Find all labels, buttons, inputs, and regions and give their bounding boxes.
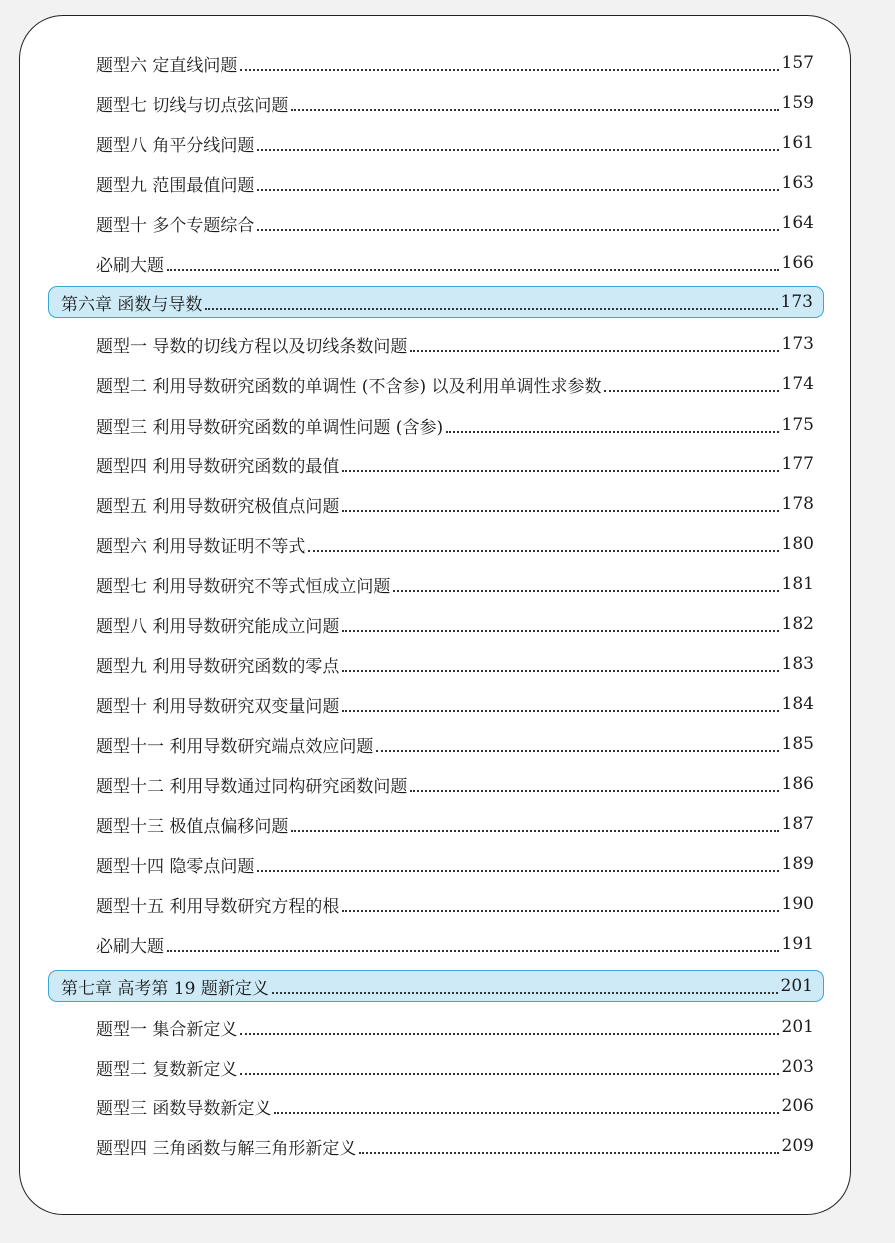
toc-entry-row[interactable] — [96, 246, 814, 280]
dot-leader — [342, 469, 778, 472]
dot-leader — [240, 1032, 778, 1035]
dot-leader — [376, 749, 778, 752]
entry-title: 题型十三 极值点偏移问题 — [96, 816, 289, 837]
entry-title: 题型六 定直线问题 — [96, 55, 238, 76]
dot-leader — [359, 1151, 778, 1154]
toc-chapter-row[interactable] — [48, 970, 824, 1002]
dot-leader — [291, 829, 778, 832]
toc-chapter-row[interactable] — [48, 286, 824, 318]
entry-title: 题型七 利用导数研究不等式恒成立问题 — [96, 576, 391, 597]
dot-leader — [274, 1111, 778, 1114]
entry-title: 题型五 利用导数研究极值点问题 — [96, 496, 340, 517]
dot-leader — [410, 349, 778, 352]
dot-leader — [257, 188, 778, 191]
dot-leader — [167, 268, 779, 271]
entry-title: 题型四 三角函数与解三角形新定义 — [96, 1138, 357, 1159]
entry-title: 题型八 角平分线问题 — [96, 135, 255, 156]
page-number: 191 — [781, 934, 814, 954]
dot-leader — [257, 148, 778, 151]
dot-leader — [257, 869, 778, 872]
page-number: 174 — [781, 374, 814, 394]
page-number: 163 — [781, 173, 814, 193]
page-number: 161 — [781, 133, 814, 153]
entry-title: 题型十 利用导数研究双变量问题 — [96, 696, 340, 717]
toc-entry-row[interactable] — [96, 327, 814, 361]
page-number: 181 — [781, 574, 814, 594]
page-number: 190 — [781, 894, 814, 914]
entry-title: 题型四 利用导数研究函数的最值 — [96, 456, 340, 477]
toc-entry-row[interactable] — [96, 1010, 814, 1044]
page-number: 201 — [780, 976, 813, 996]
dot-leader — [342, 669, 778, 672]
entry-title: 题型一 集合新定义 — [96, 1019, 238, 1040]
entry-title: 必刷大题 — [96, 255, 164, 276]
entry-title: 题型三 函数导数新定义 — [96, 1098, 272, 1119]
page-number: 209 — [781, 1136, 814, 1156]
chapter-title: 第六章 函数与导数 — [61, 294, 203, 315]
dot-leader — [342, 629, 778, 632]
toc-entry-row[interactable] — [96, 527, 814, 561]
toc-entry-row[interactable] — [96, 567, 814, 601]
entry-title: 题型九 范围最值问题 — [96, 175, 255, 196]
chapter-title: 第七章 高考第 19 题新定义 — [61, 978, 269, 999]
dot-leader — [291, 108, 778, 111]
page-number: 180 — [781, 534, 814, 554]
page-number: 201 — [781, 1017, 814, 1037]
toc-entry-row[interactable] — [96, 46, 814, 80]
toc-entry-row[interactable] — [96, 687, 814, 721]
dot-leader — [167, 949, 779, 952]
entry-title: 题型十五 利用导数研究方程的根 — [96, 896, 340, 917]
toc-entry-row[interactable] — [96, 86, 814, 120]
entry-title: 必刷大题 — [96, 936, 164, 957]
page-number: 206 — [781, 1096, 814, 1116]
entry-title: 题型十四 隐零点问题 — [96, 856, 255, 877]
toc-entry-row[interactable] — [96, 206, 814, 240]
toc-page — [19, 15, 851, 1215]
toc-entry-row[interactable] — [96, 727, 814, 761]
page-number: 173 — [781, 334, 814, 354]
page-number: 157 — [781, 53, 814, 73]
toc-entry-row[interactable] — [96, 367, 814, 401]
toc-entry-row[interactable] — [96, 647, 814, 681]
entry-title: 题型二 利用导数研究函数的单调性 (不含参) 以及利用单调性求参数 — [96, 376, 602, 397]
page-number: 183 — [781, 654, 814, 674]
page-number: 159 — [781, 93, 814, 113]
toc-entry-row[interactable] — [96, 767, 814, 801]
page-number: 164 — [781, 213, 814, 233]
toc-entry-row[interactable] — [96, 927, 814, 961]
toc-entry-row[interactable] — [96, 487, 814, 521]
toc-entry-row[interactable] — [96, 887, 814, 921]
dot-leader — [393, 589, 778, 592]
page-number: 185 — [781, 734, 814, 754]
dot-leader — [410, 789, 778, 792]
toc-entry-row[interactable] — [96, 1089, 814, 1123]
entry-title: 题型十 多个专题综合 — [96, 215, 255, 236]
page-number: 189 — [781, 854, 814, 874]
entry-title: 题型二 复数新定义 — [96, 1059, 238, 1080]
dot-leader — [240, 1072, 778, 1075]
page-number: 173 — [780, 292, 813, 312]
toc-entry-row[interactable] — [96, 807, 814, 841]
dot-leader — [272, 991, 778, 994]
entry-title: 题型六 利用导数证明不等式 — [96, 536, 306, 557]
toc-entry-row[interactable] — [96, 447, 814, 481]
page-number: 184 — [781, 694, 814, 714]
entry-title: 题型七 切线与切点弦问题 — [96, 95, 289, 116]
dot-leader — [342, 509, 778, 512]
entry-title: 题型九 利用导数研究函数的零点 — [96, 656, 340, 677]
toc-entry-row[interactable] — [96, 607, 814, 641]
toc-entry-row[interactable] — [96, 847, 814, 881]
page-number: 203 — [781, 1057, 814, 1077]
dot-leader — [308, 549, 778, 552]
page-number: 166 — [781, 253, 814, 273]
dot-leader — [257, 228, 778, 231]
dot-leader — [604, 389, 778, 392]
entry-title: 题型八 利用导数研究能成立问题 — [96, 616, 340, 637]
entry-title: 题型十一 利用导数研究端点效应问题 — [96, 736, 374, 757]
dot-leader — [205, 307, 777, 310]
entry-title: 题型三 利用导数研究函数的单调性问题 (含参) — [96, 417, 444, 438]
dot-leader — [446, 430, 778, 433]
page-number: 178 — [781, 494, 814, 514]
page-number: 177 — [781, 454, 814, 474]
toc-entry-row[interactable] — [96, 166, 814, 200]
page-number: 182 — [781, 614, 814, 634]
dot-leader — [342, 909, 778, 912]
page-number: 187 — [781, 814, 814, 834]
page-number: 186 — [781, 774, 814, 794]
toc-entry-row[interactable] — [96, 408, 814, 442]
dot-leader — [240, 68, 778, 71]
entry-title: 题型十二 利用导数通过同构研究函数问题 — [96, 776, 408, 797]
entry-title: 题型一 导数的切线方程以及切线条数问题 — [96, 336, 408, 357]
page-number: 175 — [781, 415, 814, 435]
dot-leader — [342, 709, 778, 712]
toc-entry-row[interactable] — [96, 1129, 814, 1163]
toc-entry-row[interactable] — [96, 126, 814, 160]
toc-entry-row[interactable] — [96, 1050, 814, 1084]
